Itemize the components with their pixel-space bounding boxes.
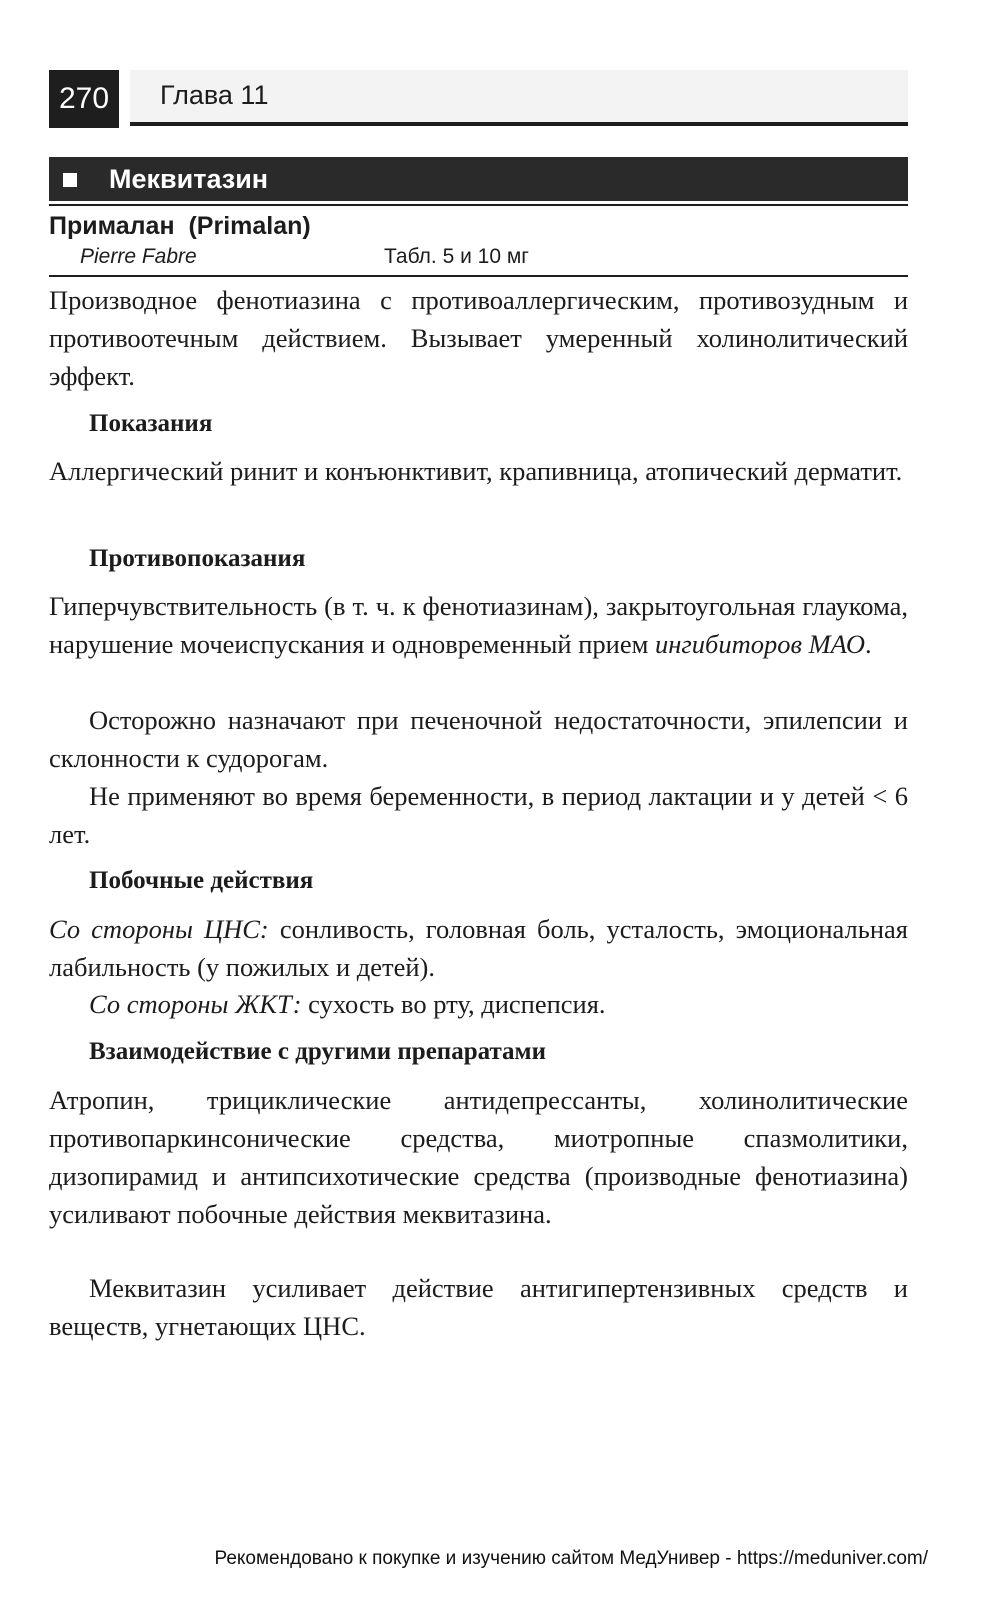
- interactions-heading: Взаимодействие с другими препаратами: [89, 1038, 546, 1065]
- divider: [49, 275, 908, 277]
- trade-name-latin: (Primalan): [188, 212, 311, 240]
- cns-label: Со стороны ЦНС:: [49, 914, 269, 944]
- description-paragraph: Производное фенотиазина с противоаллергическим, противозудным и противоотечным действием. Вызывает умеренный холинолитический эффект.: [49, 285, 908, 391]
- drug-heading-band: [49, 157, 908, 201]
- mao-inhibitors-term: ингибиторов МАО: [655, 629, 865, 659]
- interactions-paragraph: Атропин, трициклические антидепрессанты, холинолитические противопаркинсонические средства, миотропные спазмолитики, дизопирамид и антипсихотические средства (производные фенотиазина) усиливают побочные действия меквитазина.: [49, 1085, 908, 1229]
- indications-paragraph: Аллергический ринит и конъюнктивит, крапивница, атопический дерматит.: [49, 456, 903, 486]
- footer-note: Рекомендовано к покупке и изучению сайтом МедУнивер - https://meduniver.com/: [214, 1548, 928, 1569]
- cns-side-effects: [49, 910, 908, 986]
- trade-name-line: [49, 212, 311, 241]
- drug-name: Меквитазин: [109, 164, 269, 194]
- restriction-paragraph: Не применяют во время беременности, в период лактации и у детей < 6 лет.: [49, 781, 908, 849]
- chapter-title: Глава 11: [160, 80, 269, 110]
- contraindications-text: Гиперчувствительность (в т. ч. к фенотиазинам), закрытоугольная глаукома, нарушение мочеиспускания и одновременный прием: [49, 591, 908, 659]
- git-label: Со стороны ЖКТ:: [89, 989, 302, 1019]
- contraindications-paragraph: [49, 587, 908, 663]
- manufacturer: Pierre Fabre: [80, 245, 197, 268]
- git-text: сухость во рту, диспепсия.: [301, 989, 606, 1019]
- cns-text: сонливость, головная боль, усталость, эмоциональная лабильность (у пожилых и детей).: [49, 914, 908, 982]
- chapter-header: [130, 70, 908, 126]
- interactions-paragraph-2: Меквитазин усиливает действие антигипертензивных средств и веществ, угнетающих ЦНС.: [49, 1273, 908, 1341]
- side-effects-heading: Побочные действия: [89, 867, 314, 894]
- contraindications-end: .: [864, 629, 872, 659]
- page-number: 270: [49, 70, 119, 128]
- dosage-form: Табл. 5 и 10 мг: [384, 245, 529, 268]
- square-bullet-icon: [63, 173, 77, 187]
- contraindications-heading: Противопоказания: [89, 545, 306, 572]
- divider: [49, 204, 908, 206]
- trade-name: Прималан: [49, 212, 175, 240]
- git-side-effects: [49, 985, 908, 1023]
- indications-heading: Показания: [89, 410, 213, 437]
- caution-paragraph: Осторожно назначают при печеночной недостаточности, эпилепсии и склонности к судорогам.: [49, 705, 908, 773]
